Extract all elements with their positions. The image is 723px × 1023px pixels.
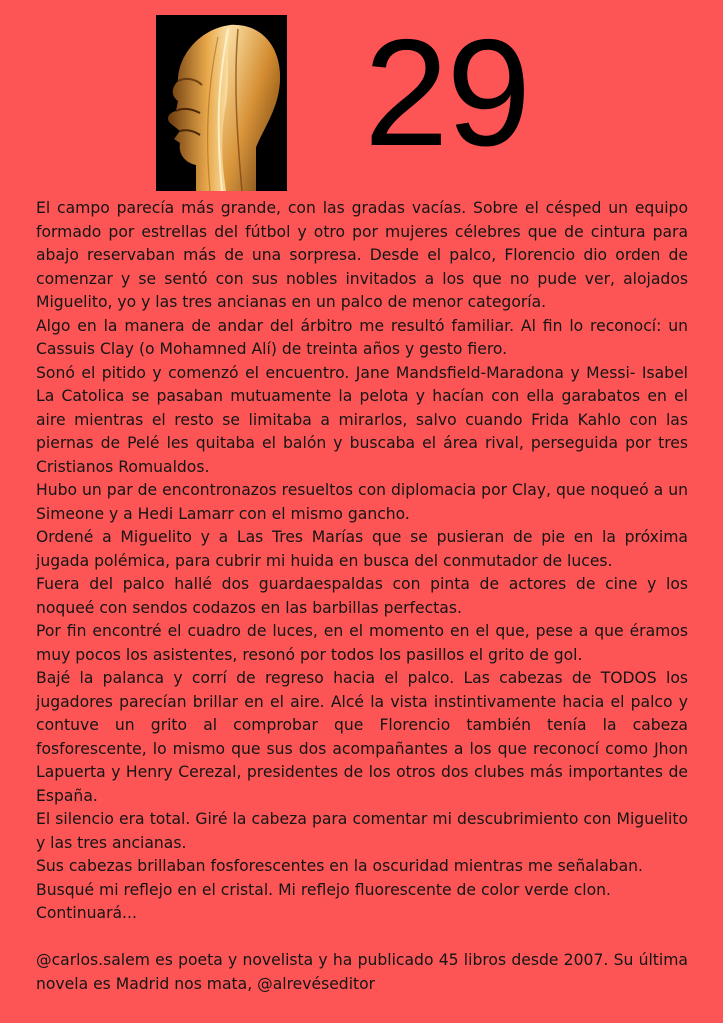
story-paragraph: Ordené a Miguelito y a Las Tres Marías que se pusieran de pie en la próxima jugada polémica, para cubrir mi huida en busca del conmutador de luces. <box>36 528 688 570</box>
golden-face-profile-icon <box>156 15 287 191</box>
page-header <box>0 0 723 200</box>
story-paragraph: Bajé la palanca y corrí de regreso hacia el palco. Las cabezas de TODOS los jugadores parecían brillar en el aire. Alcé la vista instintivamente hacia el palco y contuve un grito al comprobar que Florencio también tenía la cabeza fosforescente, lo mismo que sus dos acompañantes a los que reconocí como Jhon Lapuerta y Henry Cerezal, presidentes de los otros dos clubes más importantes de España. <box>36 669 688 805</box>
author-note: @carlos.salem es poeta y novelista y ha publicado 45 libros desde 2007. Su última novela es Madrid nos mata, @alrevéseditor <box>36 951 688 993</box>
story-paragraph: Por fin encontré el cuadro de luces, en el momento en el que, pese a que éramos muy pocos los asistentes, resonó por todos los pasillos el grito de gol. <box>36 622 688 664</box>
continuara-line: Continuará... <box>36 904 137 922</box>
story-paragraph: Sus cabezas brillaban fosforescentes en la oscuridad mientras me señalaban. <box>36 857 643 875</box>
chapter-number: 29 <box>364 8 530 178</box>
story-body <box>36 197 688 996</box>
story-paragraph: Algo en la manera de andar del árbitro me resultó familiar. Al fin lo reconocí: un Cassuis Clay (o Mohamned Alí) de treinta años y gesto fiero. <box>36 316 688 358</box>
logo <box>156 15 287 191</box>
story-paragraph: Hubo un par de encontronazos resueltos con diplomacia por Clay, que noqueó a un Simeone y a Hedi Lamarr con el mismo gancho. <box>36 481 688 523</box>
story-paragraph: Busqué mi reflejo en el cristal. Mi reflejo fluorescente de color verde clon. <box>36 880 611 899</box>
story-paragraph: Sonó el pitido y comenzó el encuentro. Jane Mandsfield-Maradona y Messi- Isabel La Catolica se pasaban mutuamente la pelota y hacían con ella garabatos en el aire mientras el resto se limitaba a mirarlos, salvo cuando Frida Kahlo con las piernas de Pelé les quitaba el balón y buscaba el área rival, perseguida por tres Cristianos Romualdos. <box>36 363 688 476</box>
paragraph-spacer <box>36 926 688 950</box>
story-paragraph: El silencio era total. Giré la cabeza para comentar mi descubrimiento con Miguelito y las tres ancianas. <box>36 810 688 852</box>
story-paragraph: Fuera del palco hallé dos guardaespaldas con pinta de actores de cine y los noqueé con sendos codazos en las barbillas perfectas. <box>36 575 688 617</box>
story-paragraph: El campo parecía más grande, con las gradas vacías. Sobre el césped un equipo formado por estrellas del fútbol y otro por mujeres célebres que de cintura para abajo reservaban más de una sorpresa. Desde el palco, Florencio dio orden de comenzar y se sentó con sus nobles invitados a los que no pude ver, alojados Miguelito, yo y las tres ancianas en un palco de menor categoría. <box>36 199 688 311</box>
